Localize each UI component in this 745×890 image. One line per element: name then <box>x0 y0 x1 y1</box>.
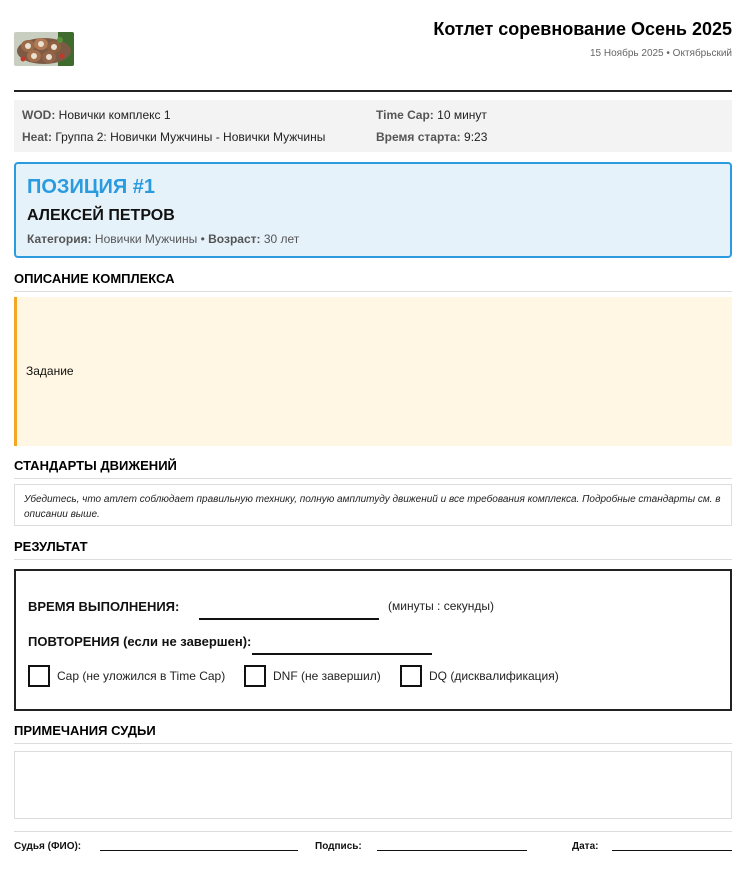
cap-checkbox[interactable] <box>28 665 50 687</box>
dq-checkbox-label: DQ (дисквалификация) <box>429 669 559 683</box>
category-value: Новички Мужчины <box>94 232 198 246</box>
judge-notes-field[interactable] <box>14 751 732 819</box>
start-time-label: Время старта: <box>376 130 461 144</box>
start-time-value: 9:23 <box>464 130 488 144</box>
wod-label: WOD: <box>22 108 56 122</box>
dnf-checkbox-label: DNF (не завершил) <box>273 669 381 683</box>
time-label: ВРЕМЯ ВЫПОЛНЕНИЯ: <box>28 599 180 614</box>
age-label: Возраст: <box>208 232 261 246</box>
meta-separator: • <box>200 232 205 246</box>
date-line[interactable] <box>612 850 732 851</box>
section-title-standards: СТАНДАРТЫ ДВИЖЕНИЙ <box>14 458 732 479</box>
athlete-meta <box>27 232 299 246</box>
section-title-result: РЕЗУЛЬТАТ <box>14 539 732 560</box>
signature-line[interactable] <box>377 850 527 851</box>
signature-label: Подпись: <box>315 841 362 852</box>
workout-description <box>14 297 732 446</box>
age-value: 30 лет <box>263 232 300 246</box>
page-header <box>14 14 732 92</box>
time-input-line[interactable] <box>199 618 379 620</box>
judge-name-line[interactable] <box>100 850 298 851</box>
reps-label: ПОВТОРЕНИЯ (если не завершен): <box>28 634 252 649</box>
timecap-label: Time Cap: <box>376 108 434 122</box>
result-box <box>14 569 732 711</box>
heat-label: Heat: <box>22 130 53 144</box>
wod-info <box>22 108 171 122</box>
time-hint: (минуты : секунды) <box>388 599 495 613</box>
event-logo <box>14 32 74 66</box>
category-label: Категория: <box>27 232 92 246</box>
judge-name-label: Судья (ФИО): <box>14 841 82 852</box>
wod-value: Новички комплекс 1 <box>58 108 171 122</box>
event-date-location: 15 Ноябрь 2025 • Октябрьский <box>590 48 732 59</box>
dnf-checkbox[interactable] <box>244 665 266 687</box>
heat-info-panel <box>14 100 732 152</box>
heat-info <box>22 130 325 144</box>
heat-value: Группа 2: Новички Мужчины - Новички Мужчины <box>55 130 326 144</box>
position-number: ПОЗИЦИЯ #1 <box>27 176 155 198</box>
athlete-name: АЛЕКСЕЙ ПЕТРОВ <box>27 207 175 224</box>
dq-checkbox[interactable] <box>400 665 422 687</box>
start-time-info <box>376 130 487 144</box>
timecap-value: 10 минут <box>437 108 487 122</box>
cap-checkbox-label: Cap (не уложился в Time Cap) <box>57 669 226 683</box>
section-title-description: ОПИСАНИЕ КОМПЛЕКСА <box>14 271 732 292</box>
footer-divider <box>14 831 732 832</box>
page-title: Котлет соревнование Осень 2025 <box>433 19 732 39</box>
athlete-position-card <box>14 162 732 258</box>
section-title-notes: ПРИМЕЧАНИЯ СУДЬИ <box>14 723 732 744</box>
workout-description-text: Задание <box>26 364 74 378</box>
timecap-info <box>376 108 487 122</box>
date-label: Дата: <box>572 841 599 852</box>
movement-standards-text: Убедитесь, что атлет соблюдает правильную технику, полную амплитуду движений и все требования комплекса. Подробные стандарты см. в описании выше. <box>14 484 732 526</box>
reps-input-line[interactable] <box>252 653 432 655</box>
